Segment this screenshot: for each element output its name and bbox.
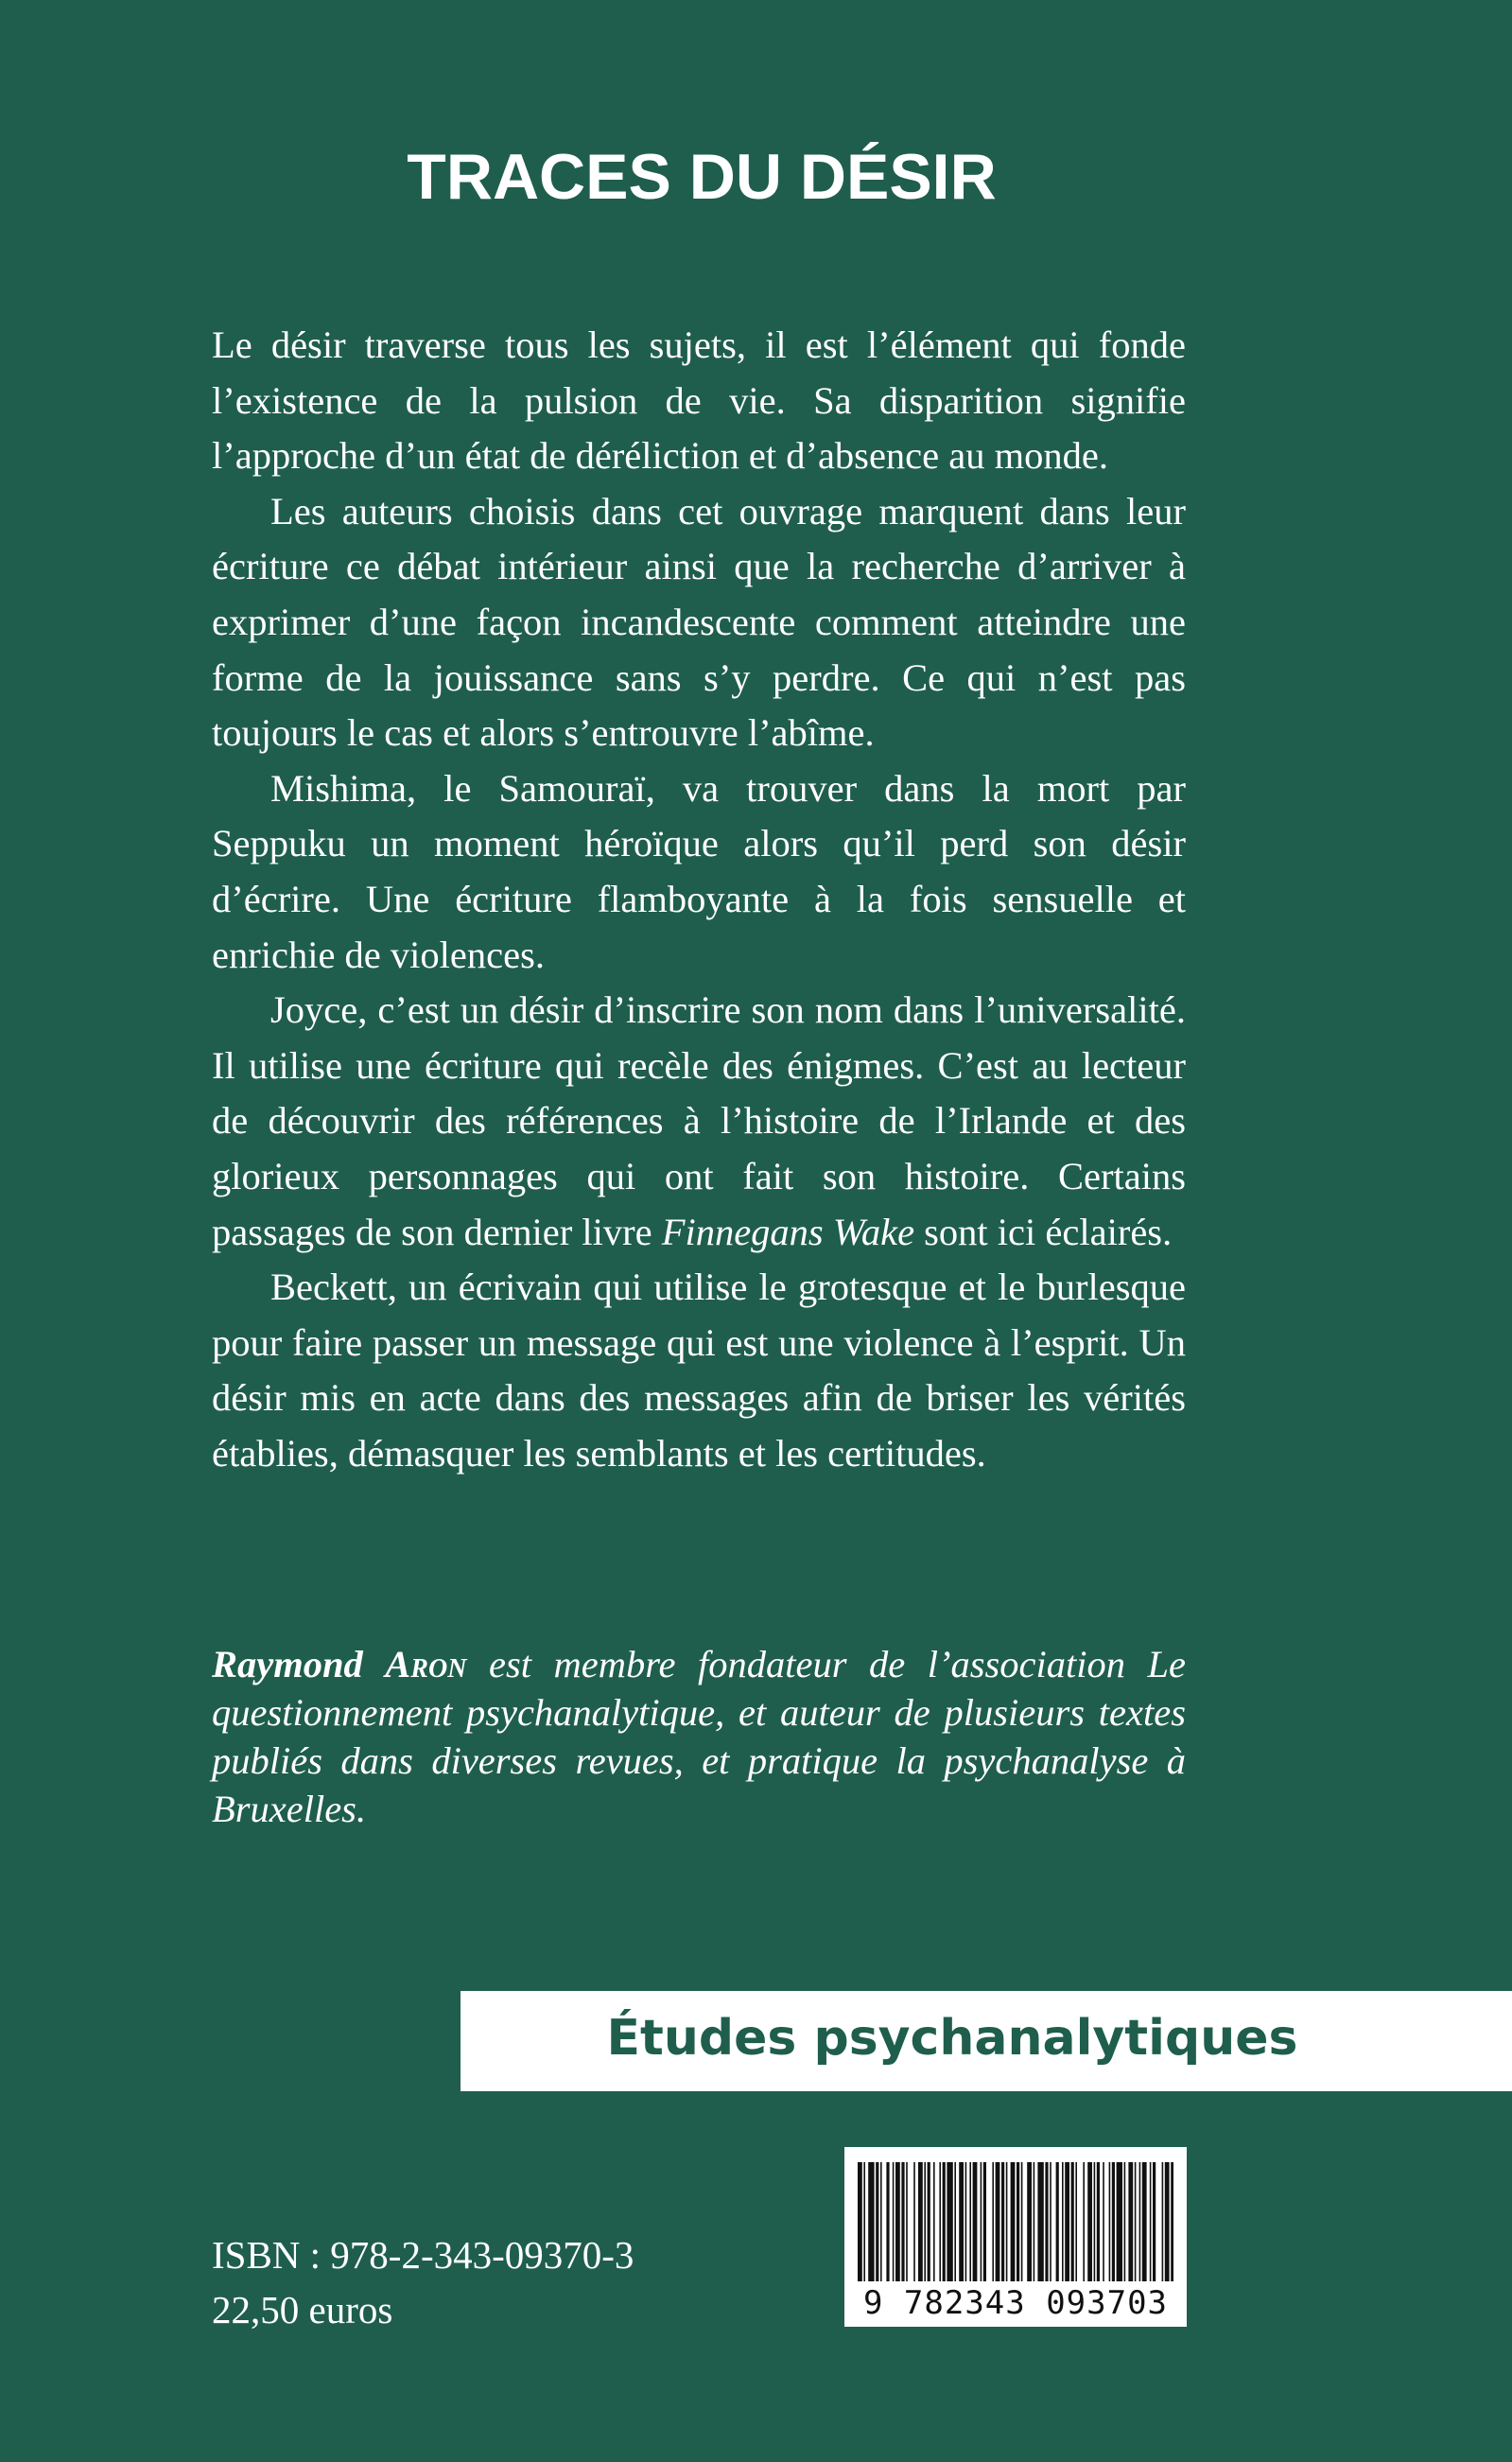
author-first-name: Raymond [212,1643,363,1685]
author-last-name: Aron [385,1643,467,1685]
blurb-paragraph-1: Le désir traverse tous les sujets, il est l’élément qui fonde l’existence de la pulsion de vie. Sa disparition signifie l’approche d’un état de déréliction et d’absence au monde. [212,323,1186,478]
barcode-bars [858,2162,1173,2285]
blurb-paragraph-3: Mishima, le Samouraï, va trouver dans la mort par Seppuku un moment héroïque alors qu’il perd son désir d’écrire. Une écriture flamboyante à la fois sensuelle et enrichie de violences. [212,766,1186,976]
barcode-digits: 9 782343 093703 [862,2284,1169,2322]
price: 22,50 euros [212,2288,393,2331]
blurb-paragraph-2: Les auteurs choisis dans cet ouvrage marquent dans leur écriture ce débat intérieur ainsi que la recherche d’arriver à exprimer d’une façon incandescente comment atteindre une forme de la jouissance sans s’y perdre. Ce qui n’est pas toujours le cas et alors s’entrouvre l’abîme. [212,489,1186,755]
blurb [212,318,1186,1481]
joyce-book-title: Finnegans Wake [661,1210,915,1253]
isbn: ISBN : 978-2-343-09370-3 [212,2233,634,2277]
series-title: Études psychanalytiques [606,2010,1298,2067]
author-bio [212,1640,1186,1833]
blurb-paragraph-4 [212,983,1186,1260]
series-band [461,1991,1512,2091]
blurb-paragraph-4-tail: sont ici éclairés. [914,1210,1173,1253]
author-bio-text: est membre fondateur de l’association Le questionnement psychanalytique, et auteur de plusieurs textes publiés dans diverses revues, et pratique la psychanalyse à Bruxelles. [212,1643,1187,1830]
blurb-paragraph-5: Beckett, un écrivain qui utilise le grotesque et le burlesque pour faire passer un message qui est une violence à l’esprit. Un désir mis en acte dans des messages afin de briser les vérités établies, démasquer les semblants et les certitudes. [212,1266,1186,1475]
blurb-paragraph-4-text: Joyce, c’est un désir d’inscrire son nom dans l’universalité. Il utilise une écriture qui recèle des énigmes. C’est au lecteur de découvrir des références à l’histoire de l’Irlande et des glorieux personnages qui ont fait son histoire. Certains passages de son dernier livre [212,988,1186,1253]
barcode [844,2147,1187,2327]
book-title: TRACES DU DÉSIR [407,141,997,213]
